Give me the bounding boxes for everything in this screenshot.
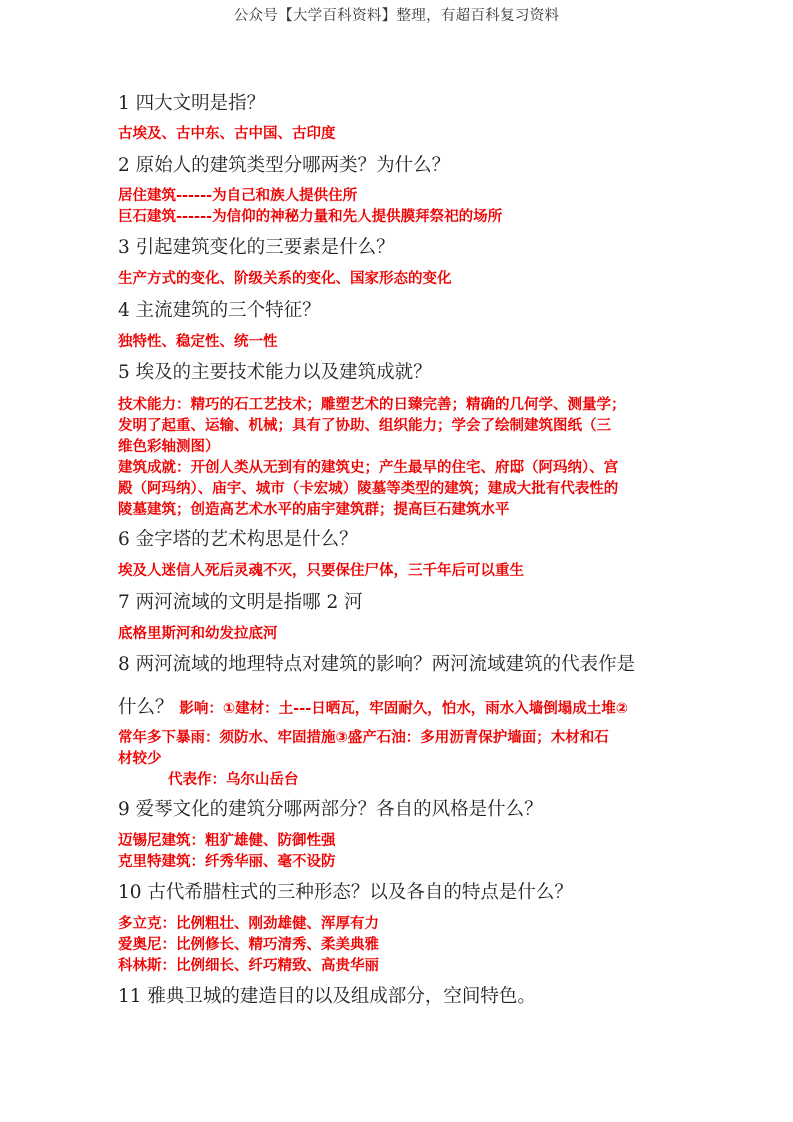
question-1: 1 四大文明是指？ (118, 93, 266, 114)
question-8-cont (118, 693, 628, 719)
answer-10-line-3: 科林斯：比例细长、纤巧精致、高贵华丽 (118, 958, 379, 974)
question-3: 3 引起建筑变化的三要素是什么？ (118, 237, 395, 258)
page-header: 公众号【大学百科资料】整理，有超百科复习资料 (233, 8, 560, 24)
answer-3: 生产方式的变化、阶级关系的变化、国家形态的变化 (118, 271, 452, 287)
answer-10-line-1: 多立克：比例粗壮、刚劲雄健、浑厚有力 (118, 916, 379, 932)
answer-8-line-1: 常年多下暴雨：须防水、牢固措施③盛产石油：多用沥青保护墙面；木材和石 (118, 730, 609, 746)
question-8-tail: 什么？ (118, 697, 174, 718)
answer-2-line-1: 居住建筑------为自己和族人提供住所 (118, 188, 358, 204)
question-8: 8 两河流域的地理特点对建筑的影响？两河流域建筑的代表作是 (118, 654, 636, 675)
answer-5-line-3: 维色彩轴测图） (118, 439, 220, 455)
answer-8-inline: 影响：①建材：土---日晒瓦，牢固耐久，怕水，雨水入墙倒塌成土堆② (179, 701, 629, 717)
question-6: 6 金字塔的艺术构思是什么？ (118, 529, 358, 550)
question-9: 9 爱琴文化的建筑分哪两部分？各自的风格是什么？ (118, 799, 543, 820)
question-5: 5 埃及的主要技术能力以及建筑成就？ (118, 362, 432, 383)
answer-5-line-5: 殿（阿玛纳）、庙宇、城市（卡宏城）陵墓等类型的建筑；建成大批有代表性的 (118, 481, 619, 497)
answer-7: 底格里斯河和幼发拉底河 (118, 626, 278, 642)
answer-8-representative: 代表作：乌尔山岳台 (168, 772, 299, 788)
answer-6: 埃及人迷信人死后灵魂不灭，只要保住尸体，三千年后可以重生 (118, 563, 524, 579)
answer-9-line-2: 克里特建筑：纤秀华丽、毫不设防 (118, 854, 336, 870)
answer-10-line-2: 爱奥尼：比例修长、精巧清秀、柔美典雅 (118, 937, 379, 953)
question-10: 10 古代希腊柱式的三种形态？以及各自的特点是什么？ (118, 882, 573, 903)
answer-1: 古埃及、古中东、古中国、古印度 (118, 126, 336, 142)
answer-2-line-2: 巨石建筑------为信仰的神秘力量和先人提供膜拜祭祀的场所 (118, 209, 503, 225)
answer-4: 独特性、稳定性、统一性 (118, 334, 278, 350)
answer-9-line-1: 迈锡尼建筑：粗犷雄健、防御性强 (118, 833, 336, 849)
answer-5-line-1: 技术能力：精巧的石工艺技术；雕塑艺术的日臻完善；精确的几何学、测量学； (118, 397, 626, 413)
answer-5-line-6: 陵墓建筑；创造高艺术水平的庙宇建筑群；提高巨石建筑水平 (118, 502, 510, 518)
question-7: 7 两河流域的文明是指哪 2 河 (118, 592, 363, 613)
answer-8-line-2: 材较少 (118, 751, 162, 767)
question-4: 4 主流建筑的三个特征？ (118, 300, 321, 321)
answer-5-line-2: 发明了起重、运输、机械；具有了协助、组织能力；学会了绘制建筑图纸（三 (118, 418, 611, 434)
question-11: 11 雅典卫城的建造目的以及组成部分，空间特色。 (118, 986, 536, 1007)
question-2: 2 原始人的建筑类型分哪两类？为什么？ (118, 155, 451, 176)
answer-5-line-4: 建筑成就：开创人类从无到有的建筑史；产生最早的住宅、府邸（阿玛纳）、宫 (118, 460, 619, 476)
